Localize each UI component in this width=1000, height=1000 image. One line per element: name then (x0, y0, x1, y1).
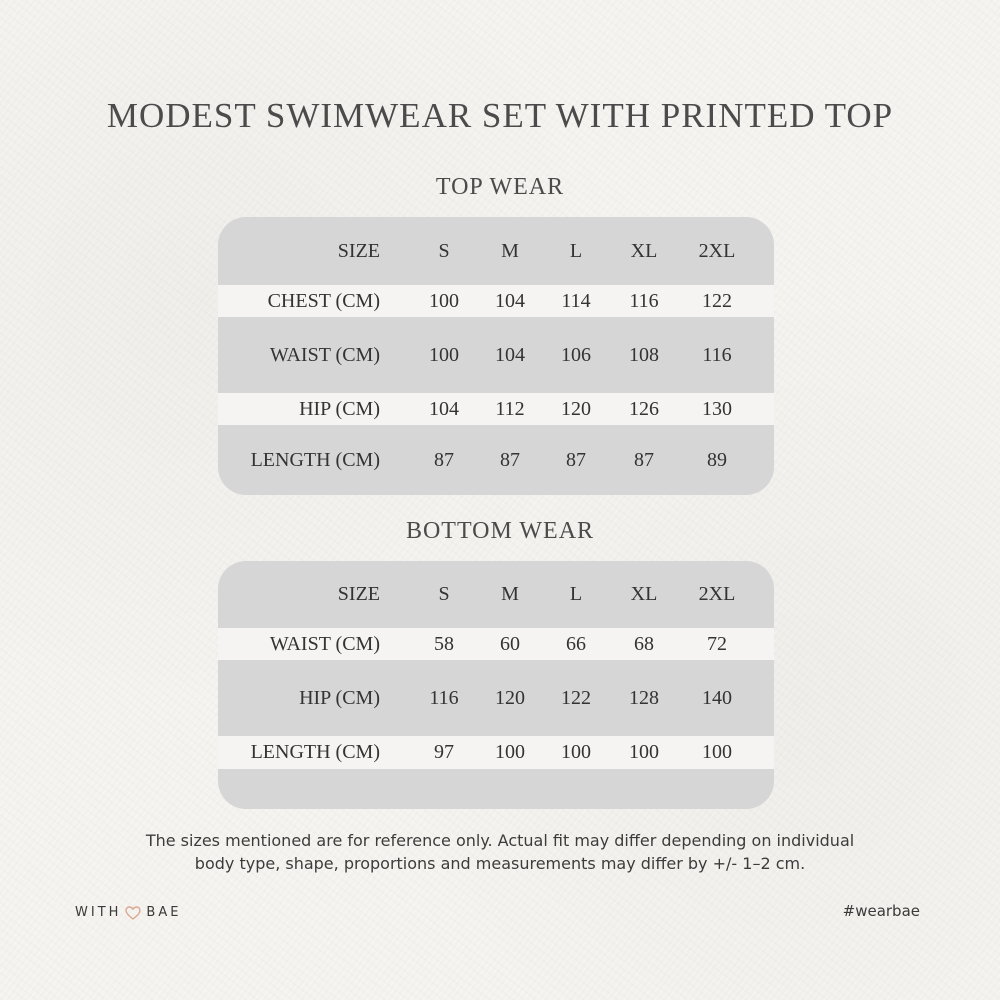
table-cell: 97 (434, 741, 454, 763)
table-cell: 87 (500, 448, 520, 471)
size-l: L (569, 583, 583, 605)
table-row (218, 660, 774, 736)
table-cell: 87 (634, 448, 654, 471)
disclaimer-line-1: The sizes mentioned are for reference only. Actual fit may differ depending on individual (145, 831, 855, 850)
row-label: LENGTH (CM) (250, 448, 380, 471)
row-label: HIP (CM) (299, 397, 380, 420)
table-cell: 106 (561, 343, 591, 366)
table-cell: 116 (702, 343, 732, 366)
size-s: S (438, 239, 450, 262)
row-label: CHEST (CM) (267, 289, 380, 312)
table-cell: 68 (634, 632, 654, 655)
table-row (218, 393, 774, 425)
table-cell: 128 (629, 686, 659, 709)
page-title: MODEST SWIMWEAR SET WITH PRINTED TOP (106, 96, 894, 135)
bottom-wear-heading: BOTTOM WEAR (405, 518, 595, 544)
table-cell: 87 (434, 448, 454, 471)
table-cell: 104 (429, 397, 459, 420)
table-cell: 89 (707, 448, 727, 471)
top-wear-header-row (218, 217, 774, 285)
brand-logo (75, 905, 181, 920)
size-xl: XL (630, 239, 658, 262)
table-row (218, 285, 774, 317)
table-cell: 66 (566, 632, 586, 655)
table-cell: 120 (495, 686, 525, 709)
row-label: WAIST (CM) (269, 632, 380, 655)
table-cell: 122 (702, 289, 732, 312)
table-cell: 122 (561, 686, 591, 709)
table-cell: 126 (629, 397, 659, 420)
size-disclaimer (0, 829, 1000, 875)
table-cell: 140 (702, 686, 732, 709)
brand-word-with: WITH (75, 905, 122, 920)
heart-icon (125, 906, 141, 920)
table-cell: 100 (629, 741, 659, 763)
table-cell: 72 (707, 632, 727, 655)
table-cell: 100 (561, 741, 591, 763)
size-s: S (438, 583, 450, 605)
size-2xl: 2XL (698, 583, 736, 605)
table-cell: 87 (566, 448, 586, 471)
top-wear-table (218, 217, 774, 495)
table-cell: 100 (702, 741, 732, 763)
size-m: M (501, 239, 519, 262)
disclaimer-line-2: body type, shape, proportions and measurements may differ by +/- 1–2 cm. (194, 854, 806, 873)
table-cell: 60 (500, 632, 520, 655)
bottom-wear-header-row (218, 561, 774, 628)
table-row (218, 628, 774, 660)
table-cell: 58 (434, 632, 454, 655)
table-row (218, 736, 774, 769)
table-cell: 100 (429, 343, 459, 366)
table-cell: 108 (629, 343, 659, 366)
size-header: SIZE (337, 239, 380, 262)
table-cell: 114 (561, 289, 591, 312)
row-label: HIP (CM) (299, 686, 380, 709)
table-cell: 116 (629, 289, 659, 312)
table-cell: 104 (495, 289, 525, 312)
row-label: WAIST (CM) (269, 343, 380, 366)
table-cell: 112 (495, 397, 525, 420)
table-row (218, 317, 774, 393)
size-2xl: 2XL (698, 239, 736, 262)
table-cell: 100 (495, 741, 525, 763)
top-wear-heading: TOP WEAR (435, 174, 565, 200)
table-cell: 116 (429, 686, 459, 709)
table-cell: 130 (702, 397, 732, 420)
size-m: M (501, 583, 519, 605)
row-label: LENGTH (CM) (250, 741, 380, 763)
bottom-wear-table (218, 561, 774, 809)
brand-word-bae: BAE (146, 905, 182, 920)
size-header: SIZE (337, 583, 380, 605)
size-l: L (569, 239, 583, 262)
table-cell: 100 (429, 289, 459, 312)
table-cell: 104 (495, 343, 525, 366)
table-row (218, 425, 774, 495)
table-cell: 120 (561, 397, 591, 420)
hashtag: #wearbae (842, 902, 920, 920)
size-xl: XL (630, 583, 658, 605)
